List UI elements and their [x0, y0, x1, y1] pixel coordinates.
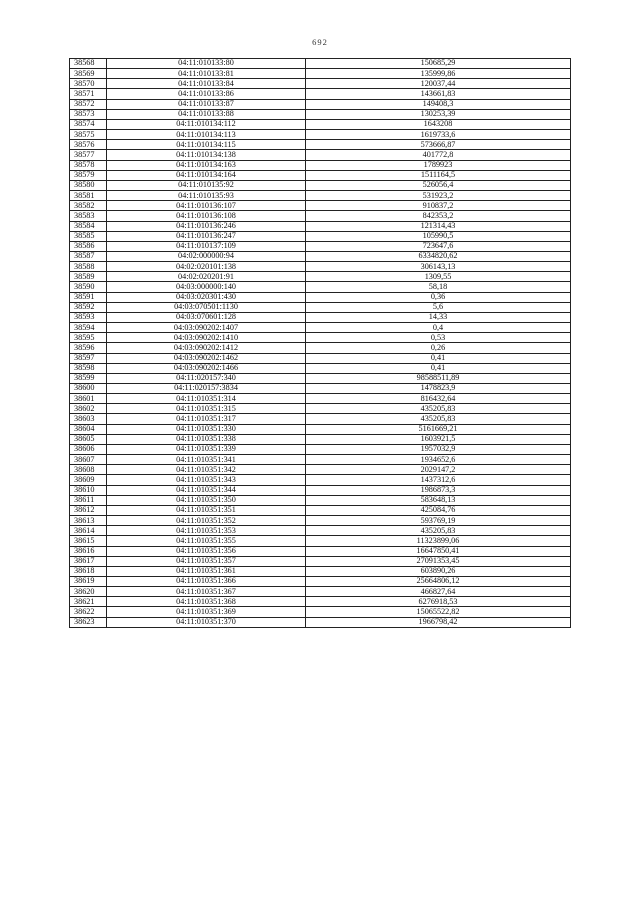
cadastral-value-cell: 0,26 [306, 343, 571, 353]
cadastral-number-cell: 04:11:010133:81 [107, 69, 306, 79]
row-number-cell: 38573 [70, 109, 107, 119]
table-row [70, 556, 571, 566]
table-row [70, 79, 571, 89]
cadastral-value-cell: 1309,55 [306, 272, 571, 282]
cadastral-number-cell: 04:11:010136:247 [107, 231, 306, 241]
cadastral-number-cell: 04:11:010135:93 [107, 191, 306, 201]
cadastral-number-cell: 04:11:010351:351 [107, 505, 306, 515]
table-row [70, 302, 571, 312]
cadastral-value-cell: 526056,4 [306, 180, 571, 190]
cadastral-value-cell: 150685,29 [306, 59, 571, 69]
cadastral-value-cell: 135999,86 [306, 69, 571, 79]
table-row [70, 221, 571, 231]
cadastral-value-cell: 1511164,5 [306, 170, 571, 180]
table-row [70, 211, 571, 221]
cadastral-value-cell: 5,6 [306, 302, 571, 312]
row-number-cell: 38591 [70, 292, 107, 302]
cadastral-value-cell: 143661,83 [306, 89, 571, 99]
cadastral-value-cell: 435205,83 [306, 526, 571, 536]
table-body [70, 59, 571, 628]
row-number-cell: 38613 [70, 516, 107, 526]
cadastral-number-cell: 04:11:010351:330 [107, 424, 306, 434]
table-row [70, 424, 571, 434]
cadastral-value-cell: 0,4 [306, 323, 571, 333]
cadastral-value-cell: 105990,5 [306, 231, 571, 241]
row-number-cell: 38617 [70, 556, 107, 566]
cadastral-value-cell: 14,33 [306, 312, 571, 322]
cadastral-number-cell: 04:11:010134:113 [107, 130, 306, 140]
row-number-cell: 38581 [70, 191, 107, 201]
cadastral-value-cell: 1957032,9 [306, 444, 571, 454]
row-number-cell: 38607 [70, 455, 107, 465]
row-number-cell: 38603 [70, 414, 107, 424]
table-row [70, 180, 571, 190]
cadastral-value-cell: 435205,83 [306, 414, 571, 424]
cadastral-number-cell: 04:11:010351:356 [107, 546, 306, 556]
table-row [70, 59, 571, 69]
cadastral-number-cell: 04:11:010134:115 [107, 140, 306, 150]
cadastral-number-cell: 04:03:090202:1412 [107, 343, 306, 353]
cadastral-number-cell: 04:11:010134:164 [107, 170, 306, 180]
cadastral-value-cell: 121314,43 [306, 221, 571, 231]
cadastral-value-cell: 842353,2 [306, 211, 571, 221]
cadastral-value-cell: 1966798,42 [306, 617, 571, 627]
row-number-cell: 38582 [70, 201, 107, 211]
table-row [70, 465, 571, 475]
row-number-cell: 38606 [70, 444, 107, 454]
table-row [70, 231, 571, 241]
row-number-cell: 38577 [70, 150, 107, 160]
row-number-cell: 38612 [70, 505, 107, 515]
table-row [70, 333, 571, 343]
cadastral-value-cell: 1478823,9 [306, 384, 571, 394]
row-number-cell: 38590 [70, 282, 107, 292]
row-number-cell: 38593 [70, 312, 107, 322]
cadastral-value-cell: 15065522,82 [306, 607, 571, 617]
cadastral-value-cell: 16647850,41 [306, 546, 571, 556]
row-number-cell: 38619 [70, 576, 107, 586]
cadastral-number-cell: 04:03:090202:1410 [107, 333, 306, 343]
table-row [70, 343, 571, 353]
cadastral-number-cell: 04:11:010351:361 [107, 566, 306, 576]
row-number-cell: 38594 [70, 323, 107, 333]
cadastral-value-cell: 583648,13 [306, 495, 571, 505]
cadastral-number-cell: 04:11:010351:350 [107, 495, 306, 505]
cadastral-value-cell: 130253,39 [306, 109, 571, 119]
row-number-cell: 38611 [70, 495, 107, 505]
cadastral-number-cell: 04:11:010351:355 [107, 536, 306, 546]
cadastral-value-cell: 593769,19 [306, 516, 571, 526]
cadastral-value-cell: 531923,2 [306, 191, 571, 201]
cadastral-number-cell: 04:11:010351:314 [107, 394, 306, 404]
cadastral-number-cell: 04:11:010351:367 [107, 587, 306, 597]
table-row [70, 505, 571, 515]
cadastral-value-cell: 573666,87 [306, 140, 571, 150]
cadastral-value-cell: 603890,26 [306, 566, 571, 576]
row-number-cell: 38615 [70, 536, 107, 546]
table-row [70, 434, 571, 444]
cadastral-value-cell: 816432,64 [306, 394, 571, 404]
row-number-cell: 38580 [70, 180, 107, 190]
row-number-cell: 38621 [70, 597, 107, 607]
cadastral-number-cell: 04:11:010351:339 [107, 444, 306, 454]
cadastral-number-cell: 04:03:000000:140 [107, 282, 306, 292]
row-number-cell: 38569 [70, 69, 107, 79]
cadastral-number-cell: 04:11:010136:246 [107, 221, 306, 231]
cadastral-number-cell: 04:03:090202:1407 [107, 323, 306, 333]
cadastral-number-cell: 04:11:010351:344 [107, 485, 306, 495]
cadastral-number-cell: 04:11:010135:92 [107, 180, 306, 190]
row-number-cell: 38578 [70, 160, 107, 170]
cadastral-number-cell: 04:03:020301:430 [107, 292, 306, 302]
row-number-cell: 38570 [70, 79, 107, 89]
table-row [70, 536, 571, 546]
row-number-cell: 38585 [70, 231, 107, 241]
cadastral-number-cell: 04:11:010136:108 [107, 211, 306, 221]
row-number-cell: 38575 [70, 130, 107, 140]
table-row [70, 597, 571, 607]
table-row [70, 576, 571, 586]
row-number-cell: 38598 [70, 363, 107, 373]
table-row [70, 384, 571, 394]
table-row [70, 373, 571, 383]
row-number-cell: 38618 [70, 566, 107, 576]
table-row [70, 89, 571, 99]
row-number-cell: 38614 [70, 526, 107, 536]
table-row [70, 353, 571, 363]
row-number-cell: 38592 [70, 302, 107, 312]
table-row [70, 394, 571, 404]
cadastral-number-cell: 04:11:010351:317 [107, 414, 306, 424]
cadastral-number-cell: 04:02:020201:91 [107, 272, 306, 282]
cadastral-number-cell: 04:11:010351:369 [107, 607, 306, 617]
row-number-cell: 38596 [70, 343, 107, 353]
cadastral-value-cell: 401772,8 [306, 150, 571, 160]
row-number-cell: 38595 [70, 333, 107, 343]
row-number-cell: 38588 [70, 262, 107, 272]
cadastral-value-cell: 466827,64 [306, 587, 571, 597]
cadastral-number-cell: 04:11:010351:343 [107, 475, 306, 485]
page-number: 692 [312, 37, 328, 47]
cadastral-number-cell: 04:11:010351:315 [107, 404, 306, 414]
table-row [70, 160, 571, 170]
cadastral-number-cell: 04:03:090202:1462 [107, 353, 306, 363]
table-row [70, 69, 571, 79]
table-row [70, 251, 571, 261]
table-row [70, 150, 571, 160]
cadastral-number-cell: 04:11:020157:3834 [107, 384, 306, 394]
cadastral-value-cell: 1986873,3 [306, 485, 571, 495]
table-row [70, 292, 571, 302]
table-row [70, 566, 571, 576]
row-number-cell: 38610 [70, 485, 107, 495]
cadastral-number-cell: 04:11:010351:366 [107, 576, 306, 586]
cadastral-number-cell: 04:11:010134:163 [107, 160, 306, 170]
cadastral-number-cell: 04:11:010136:107 [107, 201, 306, 211]
cadastral-number-cell: 04:11:010351:357 [107, 556, 306, 566]
row-number-cell: 38587 [70, 251, 107, 261]
row-number-cell: 38576 [70, 140, 107, 150]
cadastral-value-cell: 1603921,5 [306, 434, 571, 444]
row-number-cell: 38574 [70, 119, 107, 129]
cadastral-value-cell: 0,41 [306, 363, 571, 373]
row-number-cell: 38620 [70, 587, 107, 597]
row-number-cell: 38600 [70, 384, 107, 394]
table-row [70, 516, 571, 526]
table-row [70, 109, 571, 119]
cadastral-value-cell: 0,41 [306, 353, 571, 363]
cadastral-value-cell: 25664806,12 [306, 576, 571, 586]
row-number-cell: 38571 [70, 89, 107, 99]
row-number-cell: 38602 [70, 404, 107, 414]
table-row [70, 455, 571, 465]
table-row [70, 99, 571, 109]
table-row [70, 241, 571, 251]
row-number-cell: 38609 [70, 475, 107, 485]
cadastral-number-cell: 04:03:090202:1466 [107, 363, 306, 373]
table-row [70, 272, 571, 282]
cadastral-number-cell: 04:11:010133:84 [107, 79, 306, 89]
table-row [70, 587, 571, 597]
table-row [70, 312, 571, 322]
cadastral-value-cell: 58,18 [306, 282, 571, 292]
cadastral-number-cell: 04:11:010137:109 [107, 241, 306, 251]
cadastral-value-cell: 1643208 [306, 119, 571, 129]
table-row [70, 119, 571, 129]
table-row [70, 140, 571, 150]
cadastral-value-cell: 723647,6 [306, 241, 571, 251]
cadastral-number-cell: 04:11:020157:340 [107, 373, 306, 383]
table-row [70, 170, 571, 180]
row-number-cell: 38583 [70, 211, 107, 221]
cadastral-value-cell: 435205,83 [306, 404, 571, 414]
table-row [70, 526, 571, 536]
table-row [70, 404, 571, 414]
table-row [70, 546, 571, 556]
cadastral-value-cell: 306143,13 [306, 262, 571, 272]
row-number-cell: 38597 [70, 353, 107, 363]
cadastral-number-cell: 04:03:070601:128 [107, 312, 306, 322]
row-number-cell: 38622 [70, 607, 107, 617]
table-row [70, 495, 571, 505]
cadastral-value-cell: 6276918,53 [306, 597, 571, 607]
cadastral-value-cell: 425084,76 [306, 505, 571, 515]
cadastral-value-cell: 1619733,6 [306, 130, 571, 140]
row-number-cell: 38599 [70, 373, 107, 383]
cadastral-number-cell: 04:11:010351:342 [107, 465, 306, 475]
table-row [70, 485, 571, 495]
row-number-cell: 38616 [70, 546, 107, 556]
table-row [70, 475, 571, 485]
cadastral-value-cell: 1437312,6 [306, 475, 571, 485]
table-row [70, 282, 571, 292]
cadastral-number-cell: 04:02:020101:138 [107, 262, 306, 272]
table-row [70, 607, 571, 617]
cadastral-number-cell: 04:02:000000:94 [107, 251, 306, 261]
row-number-cell: 38605 [70, 434, 107, 444]
cadastral-value-cell: 0,36 [306, 292, 571, 302]
row-number-cell: 38623 [70, 617, 107, 627]
cadastral-value-cell: 5161669,21 [306, 424, 571, 434]
table-row [70, 444, 571, 454]
table-row [70, 363, 571, 373]
row-number-cell: 38572 [70, 99, 107, 109]
table-row [70, 262, 571, 272]
table-row [70, 201, 571, 211]
table-row [70, 323, 571, 333]
cadastral-number-cell: 04:11:010133:86 [107, 89, 306, 99]
cadastral-value-cell: 98588511,89 [306, 373, 571, 383]
row-number-cell: 38589 [70, 272, 107, 282]
cadastral-value-cell: 0,53 [306, 333, 571, 343]
cadastral-value-cell: 149408,3 [306, 99, 571, 109]
row-number-cell: 38568 [70, 59, 107, 69]
cadastral-value-cell: 910837,2 [306, 201, 571, 211]
row-number-cell: 38586 [70, 241, 107, 251]
cadastral-value-cell: 1934652,6 [306, 455, 571, 465]
cadastral-value-cell: 6334820,62 [306, 251, 571, 261]
row-number-cell: 38584 [70, 221, 107, 231]
table-row [70, 414, 571, 424]
cadastral-number-cell: 04:03:070501:1130 [107, 302, 306, 312]
cadastral-value-cell: 1789923 [306, 160, 571, 170]
table-row [70, 191, 571, 201]
cadastral-value-table [69, 58, 571, 628]
cadastral-number-cell: 04:11:010351:370 [107, 617, 306, 627]
row-number-cell: 38608 [70, 465, 107, 475]
row-number-cell: 38604 [70, 424, 107, 434]
cadastral-number-cell: 04:11:010351:353 [107, 526, 306, 536]
cadastral-number-cell: 04:11:010133:88 [107, 109, 306, 119]
cadastral-number-cell: 04:11:010134:138 [107, 150, 306, 160]
table-row [70, 130, 571, 140]
cadastral-value-cell: 2029147,2 [306, 465, 571, 475]
cadastral-number-cell: 04:11:010351:341 [107, 455, 306, 465]
cadastral-number-cell: 04:11:010133:87 [107, 99, 306, 109]
cadastral-number-cell: 04:11:010351:352 [107, 516, 306, 526]
cadastral-number-cell: 04:11:010133:80 [107, 59, 306, 69]
table-row [70, 617, 571, 627]
row-number-cell: 38579 [70, 170, 107, 180]
cadastral-value-cell: 11323899,06 [306, 536, 571, 546]
cadastral-value-cell: 27091353,45 [306, 556, 571, 566]
row-number-cell: 38601 [70, 394, 107, 404]
cadastral-number-cell: 04:11:010351:368 [107, 597, 306, 607]
cadastral-value-cell: 120037,44 [306, 79, 571, 89]
cadastral-number-cell: 04:11:010134:112 [107, 119, 306, 129]
cadastral-number-cell: 04:11:010351:338 [107, 434, 306, 444]
